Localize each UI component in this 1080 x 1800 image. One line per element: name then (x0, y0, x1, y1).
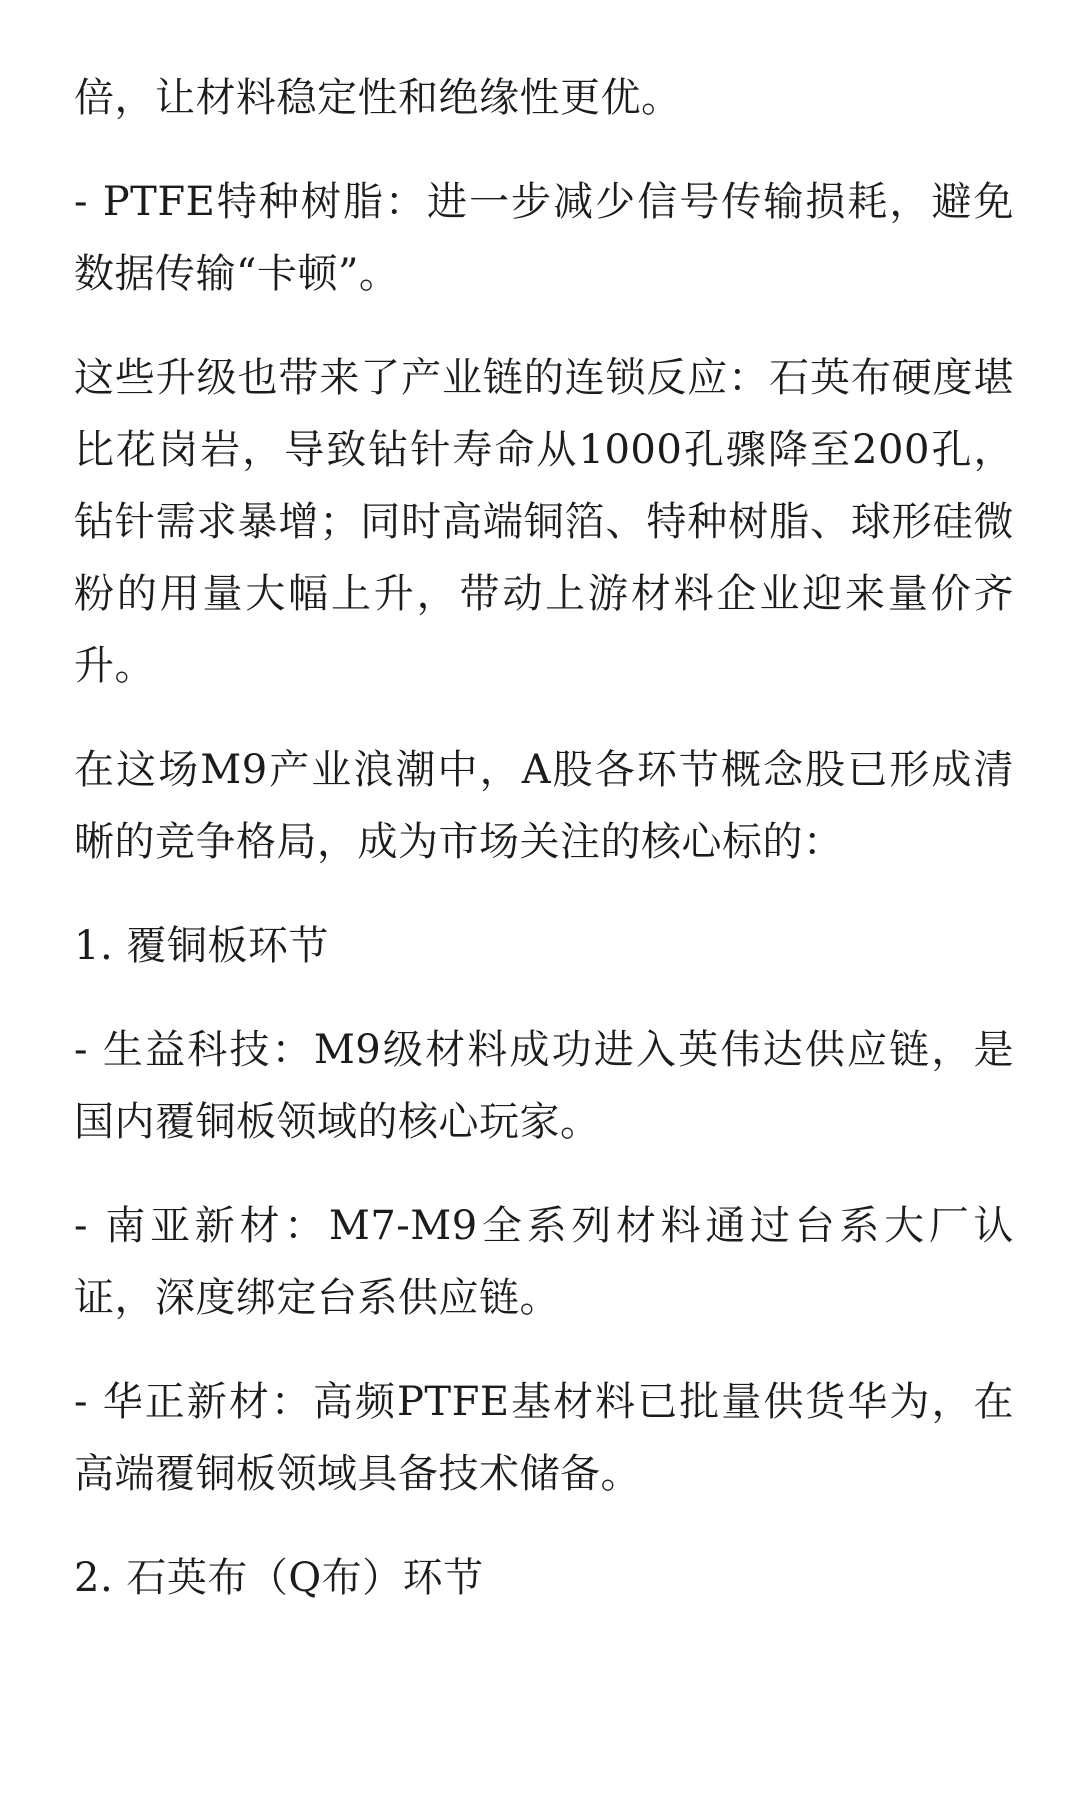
paragraph-material-stability: 倍，让材料稳定性和绝缘性更优。 (74, 75, 682, 121)
paragraph-ptfe-resin: - PTFE特种树脂：进一步减少信号传输损耗，避免数据传输“卡顿”。 (74, 179, 1014, 297)
section-heading-ccl: 1. 覆铜板环节 (74, 923, 329, 969)
section-heading-quartz-cloth: 2. 石英布（Q布）环节 (74, 1555, 484, 1601)
article-body (74, 62, 1014, 1646)
list-item-nanya: - 南亚新材：M7-M9全系列材料通过台系大厂认证，深度绑定台系供应链。 (74, 1203, 1014, 1321)
paragraph-competition-landscape: 在这场M9产业浪潮中，A股各环节概念股已形成清晰的竞争格局，成为市场关注的核心标的： (74, 747, 1014, 865)
list-item-shengyi: - 生益科技：M9级材料成功进入英伟达供应链，是国内覆铜板领域的核心玩家。 (74, 1027, 1014, 1145)
paragraph-supply-chain-reaction: 这些升级也带来了产业链的连锁反应：石英布硬度堪比花岗岩，导致钻针寿命从1000孔骤降至200孔，钻针需求暴增；同时高端铜箔、特种树脂、球形硅微粉的用量大幅上升，带动上游材料企业迎来量价齐升。 (74, 355, 1014, 689)
list-item-huazheng: - 华正新材：高频PTFE基材料已批量供货华为，在高端覆铜板领域具备技术储备。 (74, 1379, 1014, 1497)
